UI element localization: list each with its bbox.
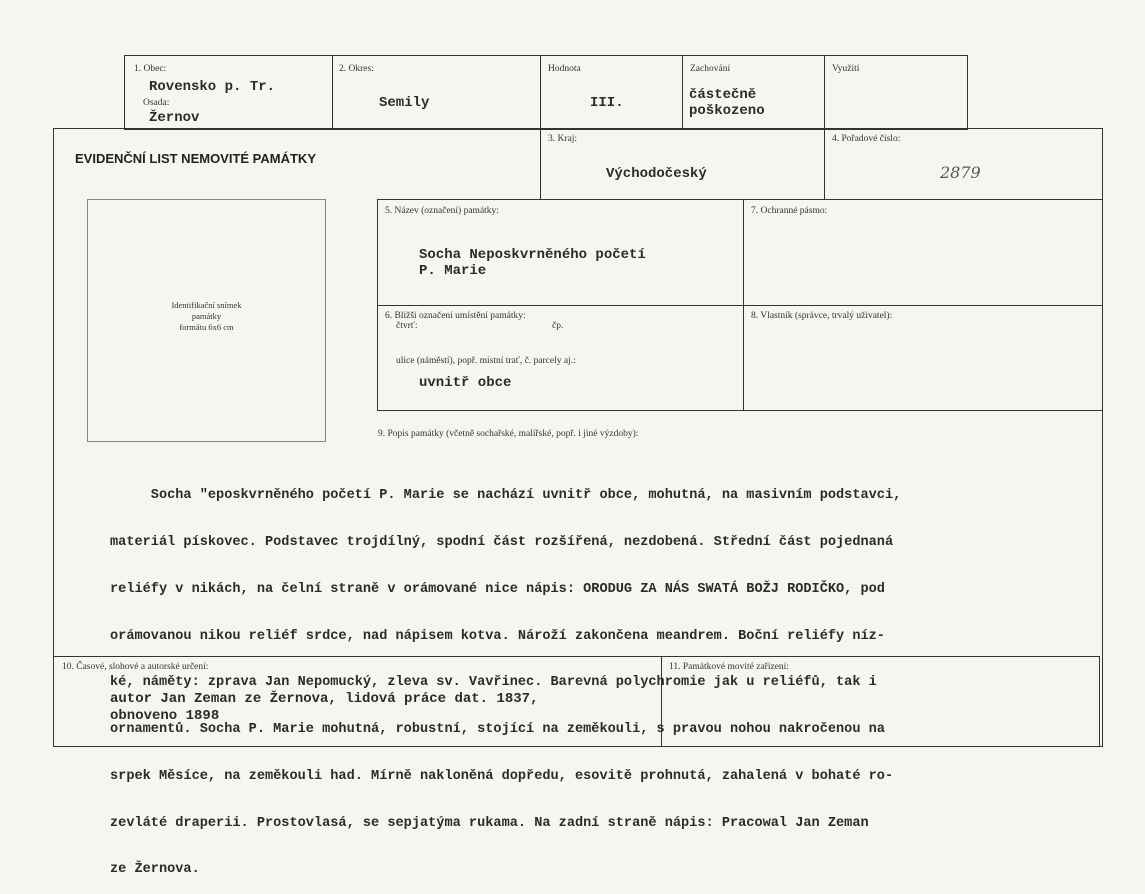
zarizeni-label: 11. Památkové movité zařízení:: [669, 662, 789, 672]
osada-value: Žernov: [149, 110, 200, 126]
okres-label: 2. Okres:: [339, 64, 374, 74]
photo-note-line2: památky: [191, 311, 222, 321]
zachovani-value-2: poškozeno: [689, 103, 765, 119]
kraj-value: Východočeský: [606, 166, 707, 182]
poradove-value: 2879: [940, 163, 981, 182]
popis-line: Socha "eposkvrněného početí P. Marie se nachází uvnitř obce, mohutná, na masivním podstavci,: [110, 488, 902, 504]
nazev-line2: P. Marie: [419, 263, 487, 279]
okres-value: Semily: [379, 95, 430, 111]
vlastnik-label: 8. Vlastník (správce, trvalý uživatel):: [751, 311, 893, 321]
poradove-label: 4. Pořadové číslo:: [832, 134, 901, 144]
popis-label: 9. Popis památky (včetně sochařské, malířské, popř. i jiné výzdoby):: [378, 429, 639, 439]
osada-label: Osada:: [143, 98, 170, 108]
popis-line: ké, náměty: zprava Jan Nepomucký, zleva sv. Vavřinec. Barevná polychromie jak u reliéfů, tak i: [110, 675, 877, 691]
hodnota-label: Hodnota: [548, 64, 581, 74]
form-title: EVIDENČNÍ LIST NEMOVITÉ PAMÁTKY: [75, 151, 316, 166]
obec-label: 1. Obec:: [134, 64, 167, 74]
kraj-label: 3. Kraj:: [548, 134, 578, 144]
photo-note-line1: Identifikační snímek: [171, 300, 242, 310]
zachovani-value-1: částečně: [689, 87, 757, 103]
cp-label: čp.: [552, 321, 564, 331]
popis-line: materiál pískovec. Podstavec trojdílný, spodní část rozšířená, nezdobená. Střední část pojednaná: [110, 534, 894, 550]
popis-line: zevláté draperii. Prostovlasá, se sepjatýma rukama. Na zadní straně nápis: Pracowal Jan Zeman: [110, 815, 869, 831]
ochranne-label: 7. Ochranné pásmo:: [751, 206, 828, 216]
photo-note-line3: formátu 6x6 cm: [179, 322, 234, 332]
ctvrt-label: čtvrť:: [396, 321, 418, 331]
ulice-label: ulice (náměstí), popř. místní trať, č. parcely aj.:: [396, 356, 576, 366]
casove-line1: autor Jan Zeman ze Žernova, lidová práce dat. 1837,: [110, 691, 539, 707]
casove-line2: obnoveno 1898: [110, 708, 220, 724]
zachovani-label: Zachování: [690, 64, 731, 74]
popis-line: ze Žernova.: [110, 862, 200, 878]
popis-line: ornamentů. Socha P. Marie mohutná, robustní, stojící na zeměkouli, s pravou nohou nakročenou na: [110, 722, 885, 738]
casove-label: 10. Časové, slohové a autorské určení:: [62, 662, 209, 672]
nazev-label: 5. Název (označení) památky:: [385, 206, 499, 216]
popis-line: srpek Měsíce, na zeměkouli had. Mírně nakloněná dopředu, esovitě prohnutá, zahalená v bohaté ro-: [110, 768, 894, 784]
umisteni-value: uvnitř obce: [419, 375, 512, 391]
nazev-line1: Socha Neposkvrněného početí: [419, 247, 646, 263]
popis-line: reliéfy v nikách, na čelní straně v orámované nice nápis: ORODUG ZA NÁS SWATÁ BOŽJ RODIČKO, pod: [110, 581, 885, 597]
kraj-box: [540, 128, 825, 200]
popis-line: orámovanou nikou reliéf srdce, nad nápisem kotva. Nároží zakončena meandrem. Boční reliéfy níz-: [110, 628, 885, 644]
vyuziti-label: Využití: [832, 64, 860, 74]
umisteni-label: 6. Bližší označení umístění památky:: [385, 311, 526, 321]
hodnota-value: III.: [590, 95, 624, 111]
photo-note: [87, 300, 326, 333]
obec-value: Rovensko p. Tr.: [149, 79, 276, 95]
